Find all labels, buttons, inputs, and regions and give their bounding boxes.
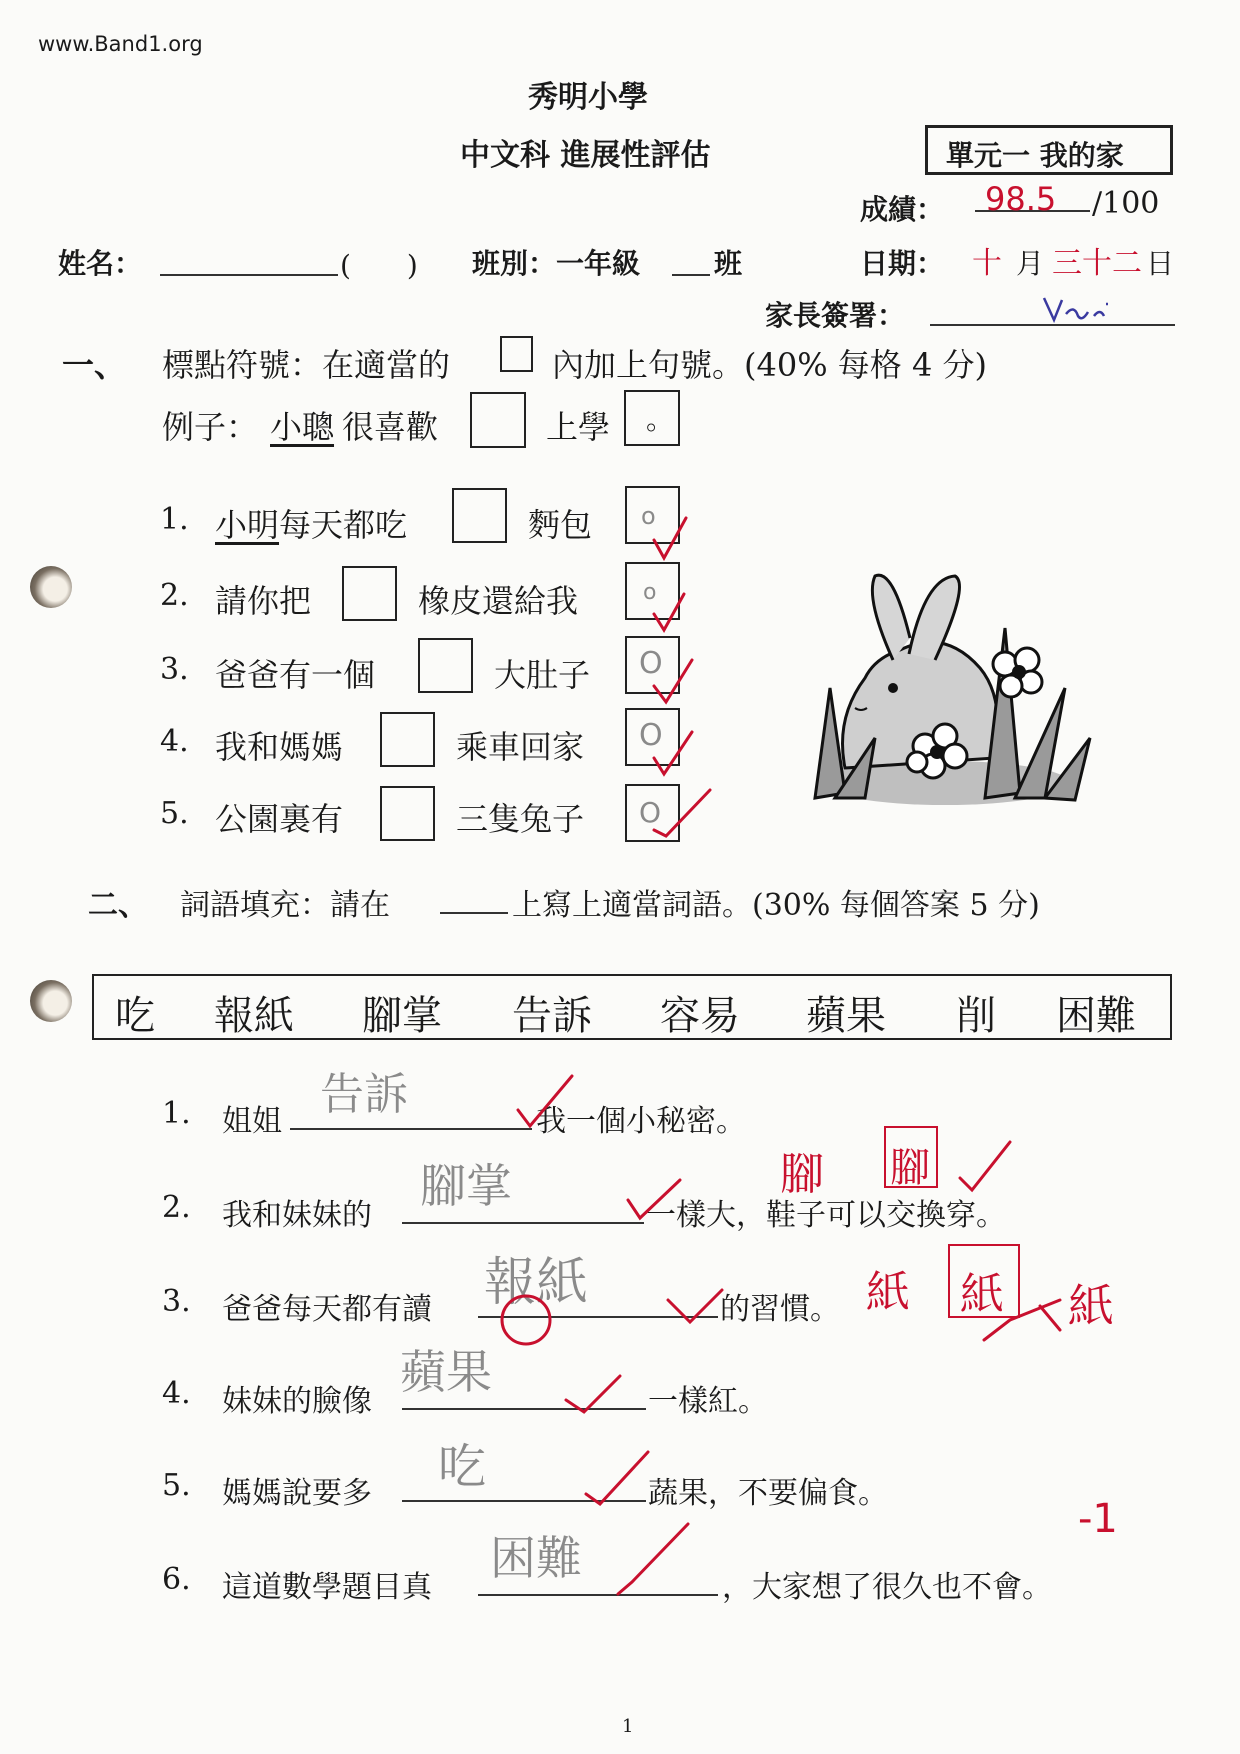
item-number: 1. xyxy=(160,502,189,537)
item-pre-text: 這道數學題目真 xyxy=(222,1570,432,1605)
name-label: 姓名： xyxy=(58,247,143,280)
item-pre-text: 妹妹的臉像 xyxy=(222,1384,372,1419)
item-pre-text: 公園裏有 xyxy=(215,800,344,838)
tick-icon xyxy=(566,1376,620,1412)
page-number: 1 xyxy=(622,1716,634,1737)
tick-icon xyxy=(628,1180,680,1218)
handwritten-answer: O xyxy=(639,796,662,829)
handwritten-answer: 告訴 xyxy=(320,1069,408,1120)
item-number: 3. xyxy=(160,652,189,687)
word-bank-item: 困難 xyxy=(1056,993,1136,1039)
word-bank-item: 削 xyxy=(956,993,996,1039)
handwritten-answer: 腳掌 xyxy=(420,1159,512,1213)
circle-mark xyxy=(502,1296,550,1344)
date-month: 十 xyxy=(972,246,1002,281)
item-post-text: 的習慣。 xyxy=(720,1292,840,1327)
item-number: 4. xyxy=(162,1376,191,1411)
correction-q3: 紙 xyxy=(866,1267,910,1318)
item-number: 3. xyxy=(162,1284,191,1319)
handwritten-answer: O xyxy=(639,718,663,753)
tick-icon xyxy=(668,1290,722,1322)
word-bank-item: 腳掌 xyxy=(362,993,442,1039)
item-number: 2. xyxy=(162,1190,191,1225)
tick-icon xyxy=(960,1142,1010,1190)
handwritten-answer: 吃 xyxy=(438,1439,487,1495)
item-number: 1. xyxy=(162,1096,191,1131)
item-pre-text: 媽媽說要多 xyxy=(222,1476,372,1511)
item-number: 4. xyxy=(160,724,189,759)
item-number: 6. xyxy=(162,1562,191,1597)
example-label: 例子： xyxy=(162,408,259,446)
item-post-text: 蔬果，不要偏食。 xyxy=(648,1476,888,1511)
word-bank-item: 蘋果 xyxy=(806,993,886,1039)
item-post-text: 我一個小秘密。 xyxy=(536,1104,746,1139)
date-month-suffix: 月 xyxy=(1016,247,1045,280)
item-number: 5. xyxy=(160,796,189,831)
tick-icon xyxy=(586,1452,648,1504)
class-label: 班別：一年級 xyxy=(472,247,641,280)
word-bank-item: 容易 xyxy=(660,993,740,1039)
date-day: 三十二 xyxy=(1052,246,1142,281)
school-name: 秀明小學 xyxy=(528,80,648,115)
item-post-text: 三隻兔子 xyxy=(456,800,585,838)
handwritten-answer: O xyxy=(639,646,663,681)
name-number: ( ) xyxy=(340,249,418,282)
item-pre-text: 我和媽媽 xyxy=(215,728,344,766)
item-post-text: ，大家想了很久也不會。 xyxy=(722,1570,1052,1605)
item-pre-text: 請你把 xyxy=(215,582,312,620)
section2-title-b: 上寫上適當詞語。(30% 每個答案 5 分) xyxy=(512,888,1040,923)
item-post-text: 一樣大，鞋子可以交換穿。 xyxy=(646,1198,1006,1233)
tick-icon xyxy=(518,1076,572,1126)
score-label: 成績： xyxy=(860,193,945,226)
section1-title-a: 標點符號：在適當的 xyxy=(162,346,451,384)
example-answer: 。 xyxy=(646,403,675,436)
item-number: 5. xyxy=(162,1468,191,1503)
score-value: 98.5 xyxy=(985,180,1057,218)
section2-title-a: 詞語填充：請在 xyxy=(180,888,390,923)
example-mid: 很喜歡 xyxy=(342,408,439,446)
correction-box-q3-text: 紙 xyxy=(960,1269,1004,1320)
deduction-mark: -1 xyxy=(1078,1496,1118,1542)
example-name: 小聰 xyxy=(270,408,335,446)
item-post-text: 橡皮還給我 xyxy=(418,582,579,620)
watermark: www.Band1.org xyxy=(38,32,203,56)
word-bank-item: 吃 xyxy=(115,993,155,1039)
parent-signature-label: 家長簽署： xyxy=(765,299,906,332)
item-number: 2. xyxy=(160,578,189,613)
item-post-text: 大肚子 xyxy=(494,656,591,694)
word-bank-item: 告訴 xyxy=(512,993,592,1039)
handwritten-answer: 報紙 xyxy=(484,1253,589,1313)
class-suffix: 班 xyxy=(714,247,743,280)
section1-title-b: 內加上句號。(40% 每格 4 分) xyxy=(552,346,987,384)
date-label: 日期： xyxy=(860,247,945,280)
item-pre-text: 我和妹妹的 xyxy=(222,1198,372,1233)
tick-icon xyxy=(984,1300,1060,1340)
item-pre-text: 爸爸有一個 xyxy=(215,656,376,694)
item-post-text: 一樣紅。 xyxy=(648,1384,768,1419)
handwritten-answer: 蘋果 xyxy=(400,1345,492,1399)
item-post-text: 乘車回家 xyxy=(456,728,585,766)
handwritten-answer: o xyxy=(643,580,657,605)
date-day-suffix: 日 xyxy=(1146,247,1175,280)
section2-number: 二、 xyxy=(88,888,148,923)
item-post-text: 麪包 xyxy=(528,506,593,544)
handwritten-answer: 困難 xyxy=(490,1531,582,1585)
correction-q3-extra: 紙 xyxy=(1068,1279,1114,1333)
score-total: /100 xyxy=(1092,186,1160,221)
section1-number: 一、 xyxy=(62,346,127,384)
unit-title: 單元一 我的家 xyxy=(946,139,1124,172)
tick-icon xyxy=(618,1524,688,1594)
item-pre-text: 姐姐 xyxy=(222,1104,282,1139)
example-end: 上學 xyxy=(546,408,611,446)
handwritten-answer: o xyxy=(641,502,656,530)
word-bank-item: 報紙 xyxy=(214,993,294,1039)
correction-q2: 腳 xyxy=(780,1149,824,1200)
correction-box-q2-text: 腳 xyxy=(890,1145,930,1191)
subject-title: 中文科 進展性評估 xyxy=(460,138,711,173)
item-pre-text: 爸爸每天都有讀 xyxy=(222,1292,432,1327)
item-pre-text: 小明每天都吃 xyxy=(215,506,408,544)
